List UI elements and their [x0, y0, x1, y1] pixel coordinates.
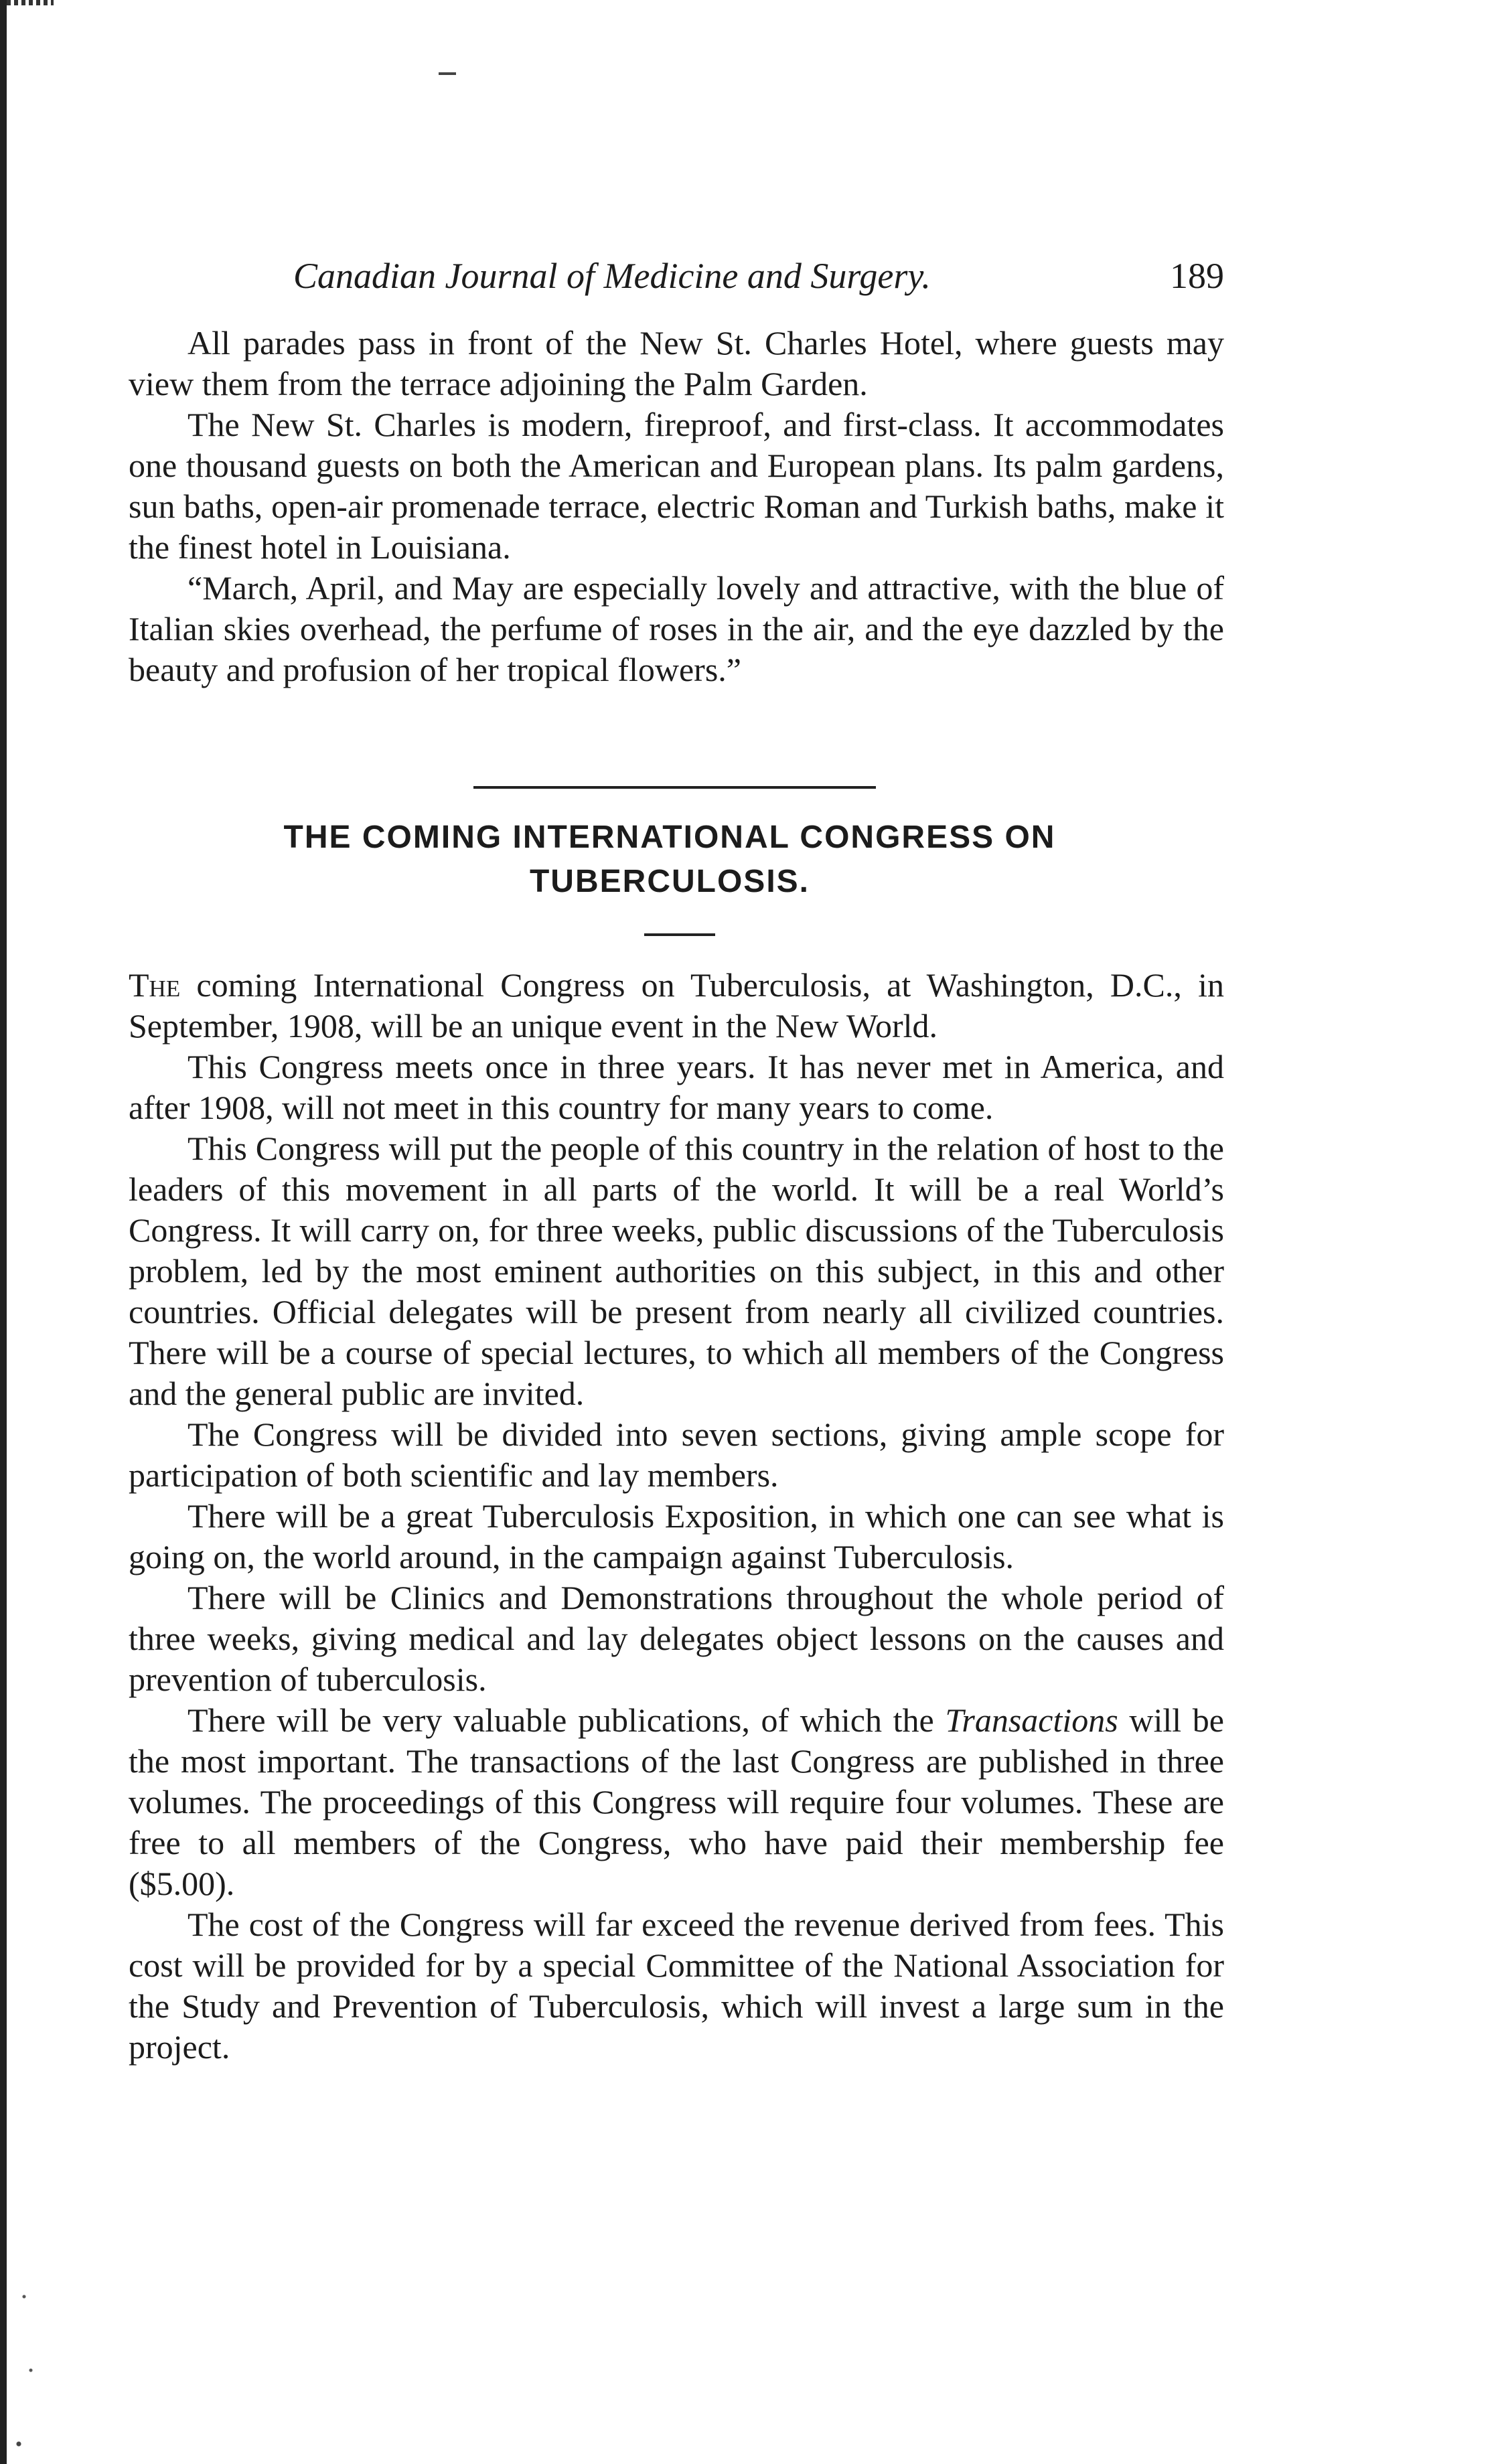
article-body [129, 965, 1224, 2068]
article-paragraph: There will be Clinics and Demonstrations throughout the whole period of three weeks, giving medical and lay delegates object lessons on the causes and prevention of tuberculosis. [129, 1579, 1224, 1698]
scan-corner-mark [7, 0, 54, 5]
hotel-paragraph: The New St. Charles is modern, fireproof, and first-class. It accommodates one thousand guests on both the American and European plans. Its palm gardens, sun baths, open-air promenade terrace, electric Roman and Turkish baths, make it the finest hotel in Louisiana. [129, 406, 1224, 566]
article-paragraph: The cost of the Congress will far exceed the revenue derived from fees. This cost will be provided for by a special Committee of the National Association for the Study and Prevention of Tuberculosis, which will invest a large sum in the project. [129, 1906, 1224, 2066]
publications-text: will be the most important. The transactions of the last Congress are published in three volumes. The proceedings of this Congress will require four volumes. These are free to all members of the Congress, who have paid their membership fee ($5.00). [129, 1701, 1225, 1902]
running-head [293, 249, 1224, 303]
article-paragraph: The Congress will be divided into seven sections, giving ample scope for participation of both scientific and lay members. [129, 1415, 1224, 1494]
opening-word: The [129, 966, 181, 1004]
journal-title: Canadian Journal of Medicine and Surgery. [293, 256, 931, 296]
page-number: 189 [1170, 256, 1224, 296]
hotel-section [129, 323, 1224, 690]
scan-specks [11, 2290, 51, 2464]
article-heading [201, 816, 1138, 904]
article-paragraph [129, 965, 1224, 1047]
scan-binding-edge [0, 0, 7, 2464]
article-paragraph: There will be a great Tuberculosis Exposition, in which one can see what is going on, the world around, in the campaign against Tuberculosis. [129, 1497, 1224, 1575]
article-paragraph: This Congress meets once in three years. It has never met in America, and after 1908, will not meet in this country for many years to come. [129, 1048, 1224, 1126]
opening-text: coming International Congress on Tuberculosis, at Washington, D.C., in September, 1908, will be an unique event in the New World. [129, 966, 1224, 1045]
section-divider [473, 786, 876, 789]
scan-mark [439, 72, 456, 75]
article-paragraph: This Congress will put the people of this country in the relation of host to the leaders of this movement in all parts of the world. It will be a real World’s Congress. It will carry on, for three weeks, public discussions of the Tuberculosis problem, led by the most eminent authorities on this subject, in this and other countries. Official delegates will be present from nearly all civilized countries. There will be a course of special lectures, to which all members of the Congress and the general public are invited. [129, 1130, 1224, 1412]
quote-paragraph: “March, April, and May are especially lovely and attractive, with the blue of Italian skies overhead, the perfume of roses in the air, and the eye dazzled by the beauty and profusion of her tropical flowers.” [129, 569, 1224, 688]
article-paragraph [129, 1700, 1224, 1904]
article-heading-line: THE COMING INTERNATIONAL CONGRESS ON [283, 820, 1056, 855]
transactions-title: Transactions [945, 1701, 1118, 1739]
publications-text: There will be very valuable publications, of which the [187, 1701, 946, 1739]
heading-divider [644, 933, 715, 936]
article-heading-line: TUBERCULOSIS. [529, 864, 810, 899]
hotel-paragraph: All parades pass in front of the New St. Charles Hotel, where guests may view them from the terrace adjoining the Palm Garden. [129, 324, 1224, 402]
